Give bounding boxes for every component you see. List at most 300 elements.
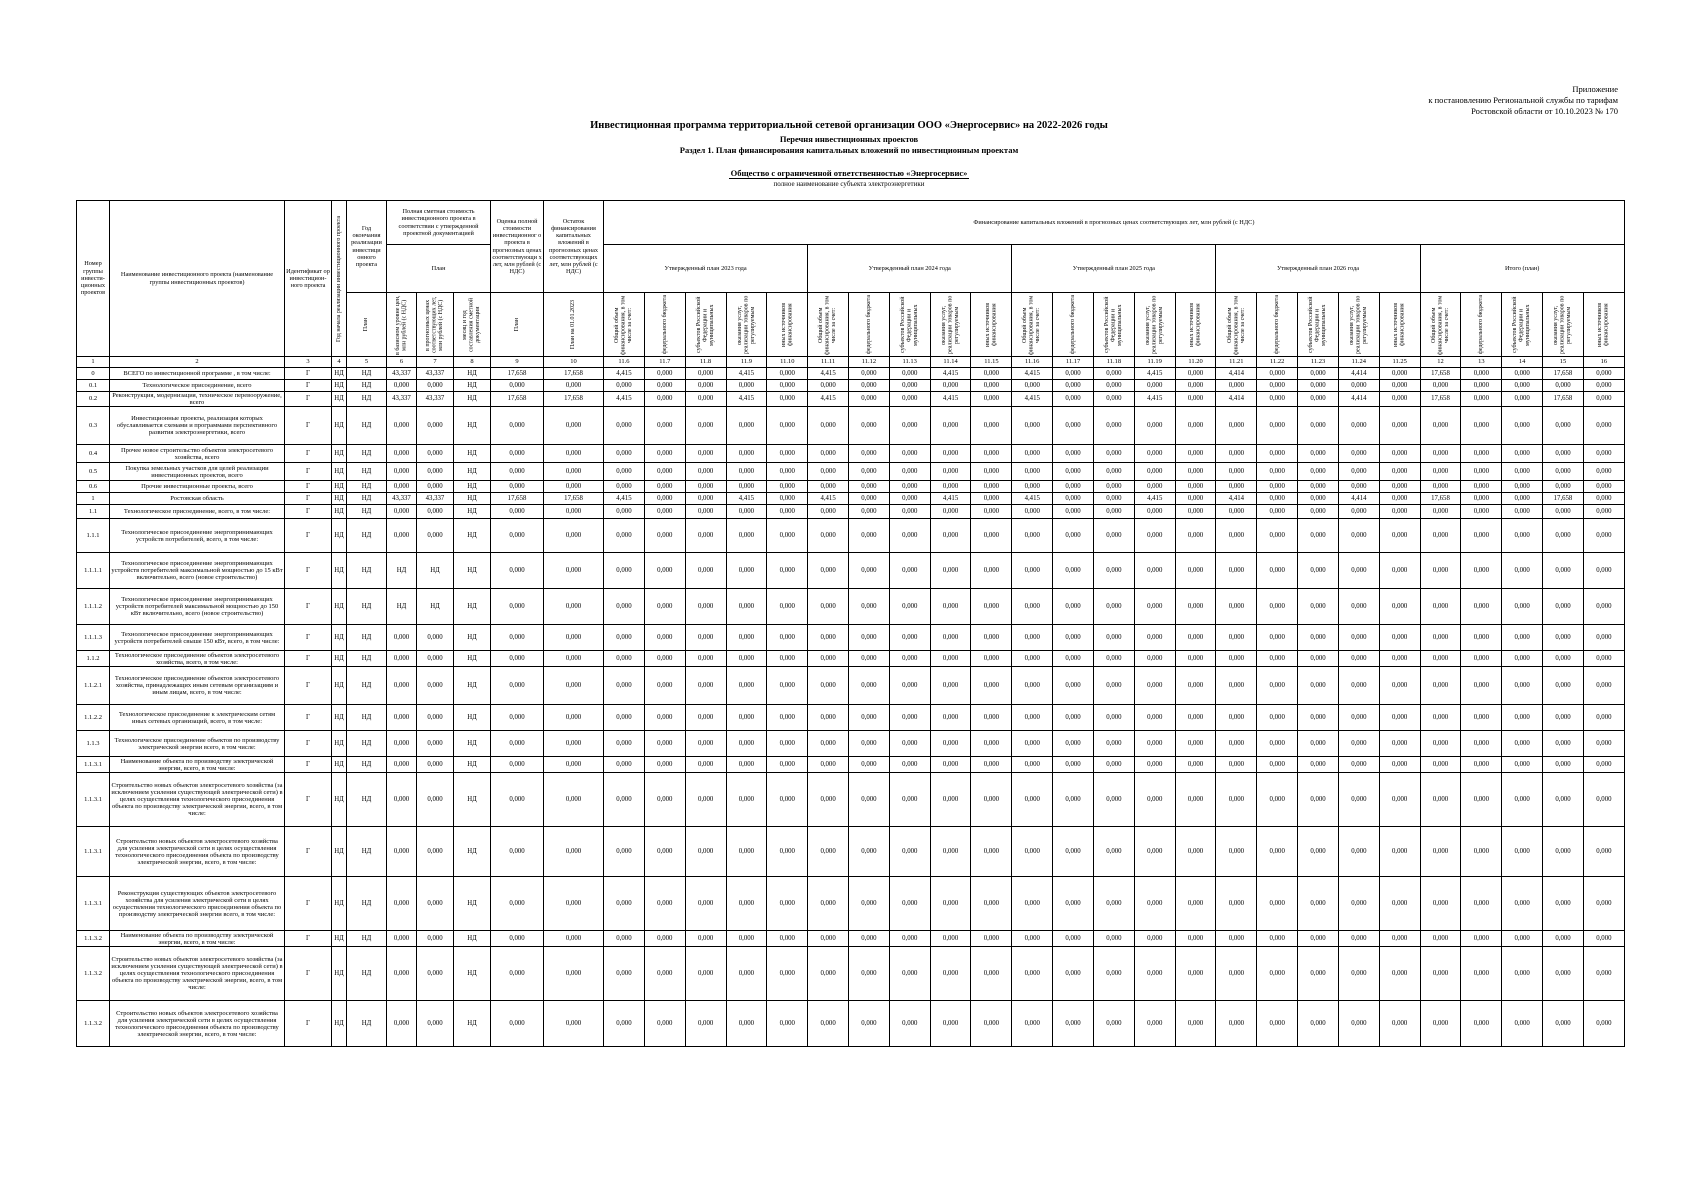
- row-cost-forecast: 0,000: [417, 505, 454, 519]
- col-source-text: субъектов Российской Федерации и муниципальных: [1512, 296, 1532, 353]
- row-cost-base: 0,000: [387, 757, 417, 773]
- row-remainder: 0,000: [544, 505, 604, 519]
- col-source: [604, 293, 645, 357]
- row-code: 1.1.2: [77, 651, 110, 667]
- row-code: 0.1: [77, 380, 110, 392]
- row-value: 0,000: [604, 380, 645, 392]
- row-value: 4,414: [1338, 493, 1379, 505]
- row-value: 0,000: [1420, 757, 1461, 773]
- row-value: 0,000: [604, 519, 645, 553]
- row-code: 1.1.1.1: [77, 553, 110, 589]
- row-value: 0,000: [1134, 481, 1175, 493]
- row-value: 0,000: [644, 519, 685, 553]
- row-value: 0,000: [1338, 827, 1379, 877]
- organization-name: [0, 168, 1698, 178]
- row-name: ВСЕГО по инвестиционной программе , в том числе:: [110, 368, 285, 380]
- row-value: 0,000: [1379, 651, 1420, 667]
- row-value: 0,000: [889, 667, 930, 705]
- row-value: 0,000: [767, 705, 808, 731]
- row-value: 0,000: [1093, 1001, 1134, 1047]
- row-estimate: 0,000: [491, 705, 544, 731]
- row-code: 1: [77, 493, 110, 505]
- row-value: 0,000: [930, 731, 971, 757]
- row-estimate: 17,658: [491, 368, 544, 380]
- row-remainder: 0,000: [544, 705, 604, 731]
- row-value: 0,000: [1216, 380, 1257, 392]
- row-value: 0,000: [1012, 773, 1053, 827]
- row-code: 0.5: [77, 463, 110, 481]
- col-remainder: Остаток финансирования капитальных вложений в прогнозных ценах соответствующих лет, млн рублей (с НДС): [544, 201, 604, 293]
- row-identifier: Г: [285, 368, 332, 380]
- row-value: 0,000: [726, 463, 767, 481]
- row-value: 0,000: [808, 463, 849, 481]
- row-start-year: НД: [332, 651, 347, 667]
- row-value: 4,414: [1216, 392, 1257, 407]
- row-cost-base: НД: [387, 553, 417, 589]
- row-value: 0,000: [685, 651, 726, 667]
- row-value: 0,000: [1093, 947, 1134, 1001]
- row-value: 0,000: [1257, 667, 1298, 705]
- row-value: 0,000: [1379, 463, 1420, 481]
- row-value: 0,000: [767, 877, 808, 931]
- row-value: 0,000: [1053, 651, 1094, 667]
- row-value: 0,000: [1379, 931, 1420, 947]
- col-number: 16: [1583, 357, 1624, 368]
- col-end-year-plan-text: План: [363, 317, 370, 332]
- col-cost-month-text: месяц и год составления сметной документации: [462, 297, 482, 352]
- row-value: 0,000: [1338, 651, 1379, 667]
- col-number: 11.25: [1379, 357, 1420, 368]
- row-value: 0,000: [1175, 481, 1216, 493]
- col-source: [1053, 293, 1094, 357]
- row-value: 0,000: [1093, 553, 1134, 589]
- row-name: Технологическое присоединение объектов электросетевого хозяйства, всего, в том числе:: [110, 651, 285, 667]
- row-name: Технологическое присоединение, всего: [110, 380, 285, 392]
- row-value: 0,000: [889, 553, 930, 589]
- row-value: 0,000: [889, 1001, 930, 1047]
- row-value: 0,000: [1461, 705, 1502, 731]
- col-number: 11.8: [685, 357, 726, 368]
- row-value: 0,000: [1175, 705, 1216, 731]
- row-value: 0,000: [1053, 757, 1094, 773]
- row-estimate: 0,000: [491, 625, 544, 651]
- row-value: 0,000: [726, 877, 767, 931]
- col-full-cost-plan: План: [387, 245, 491, 293]
- row-value: 0,000: [808, 877, 849, 931]
- row-value: 0,000: [1379, 493, 1420, 505]
- document-subtitle: Перечня инвестиционных проектов: [779, 134, 919, 144]
- organization-name-text: Общество с ограниченной ответственностью «Энергосервис»: [730, 168, 968, 178]
- row-value: 0,000: [1012, 407, 1053, 445]
- row-value: 0,000: [808, 827, 849, 877]
- row-value: 0,000: [971, 827, 1012, 877]
- row-value: 0,000: [644, 625, 685, 651]
- row-value: 0,000: [685, 445, 726, 463]
- row-value: 0,000: [1543, 505, 1584, 519]
- row-value: 17,658: [1543, 392, 1584, 407]
- row-value: 0,000: [1134, 931, 1175, 947]
- row-identifier: Г: [285, 773, 332, 827]
- row-start-year: НД: [332, 407, 347, 445]
- row-value: 0,000: [1502, 553, 1543, 589]
- row-value: 0,000: [971, 667, 1012, 705]
- row-value: 0,000: [644, 705, 685, 731]
- col-source-text: федерального бюджета: [661, 294, 668, 355]
- row-value: 0,000: [1053, 667, 1094, 705]
- row-value: 0,000: [1175, 445, 1216, 463]
- col-year-1: Утвержденный план 2024 года: [808, 245, 1012, 293]
- row-value: 0,000: [1053, 463, 1094, 481]
- col-number: 11.7: [644, 357, 685, 368]
- col-group-number: Номер группы инвести-ционных проектов: [77, 201, 110, 357]
- row-identifier: Г: [285, 877, 332, 931]
- row-value: 0,000: [808, 589, 849, 625]
- row-value: 0,000: [889, 827, 930, 877]
- row-value: 0,000: [849, 505, 890, 519]
- row-code: 0.2: [77, 392, 110, 407]
- row-value: 0,000: [1379, 731, 1420, 757]
- row-estimate: 0,000: [491, 445, 544, 463]
- col-number: 11.18: [1093, 357, 1134, 368]
- table-row: [77, 493, 1625, 505]
- row-value: 0,000: [849, 463, 890, 481]
- col-source-text: федерального бюджета: [865, 294, 872, 355]
- investment-table: [76, 200, 1625, 1047]
- row-value: 0,000: [1175, 877, 1216, 931]
- row-cost-forecast: 43,337: [417, 368, 454, 380]
- row-name: Прочее новое строительство объектов электросетевого хозяйства, всего: [110, 445, 285, 463]
- row-value: 0,000: [1420, 667, 1461, 705]
- row-value: 0,000: [1420, 827, 1461, 877]
- col-source-text: иных источников финансирования: [1393, 302, 1406, 347]
- row-value: 0,000: [1420, 445, 1461, 463]
- row-cost-base: 0,000: [387, 651, 417, 667]
- col-source-text: оказания услуг, реализации товаров по регулируемым: [736, 295, 756, 354]
- row-value: 0,000: [604, 625, 645, 651]
- row-value: 0,000: [971, 380, 1012, 392]
- row-value: 0,000: [1420, 625, 1461, 651]
- col-cost-base-text: в базисном уровне цен, млн рублей (с НДС): [395, 294, 408, 355]
- col-source: [1093, 293, 1134, 357]
- col-source-text: Общий объем финансирования, в том числе за счет:: [614, 294, 634, 355]
- row-value: 0,000: [1502, 481, 1543, 493]
- row-value: 0,000: [726, 505, 767, 519]
- row-name: Реконструкция, модернизация, техническое перевооружение, всего: [110, 392, 285, 407]
- row-start-year: НД: [332, 392, 347, 407]
- row-value: 0,000: [1134, 877, 1175, 931]
- row-value: 0,000: [1053, 493, 1094, 505]
- col-number: 11.20: [1175, 357, 1216, 368]
- row-value: 17,658: [1543, 493, 1584, 505]
- row-value: 0,000: [685, 505, 726, 519]
- row-value: 0,000: [1461, 931, 1502, 947]
- row-name: Наименование объекта по производству электрической энергии, всего, в том числе:: [110, 757, 285, 773]
- row-end-year: НД: [347, 773, 387, 827]
- row-name: Покупка земельных участков для целей реализации инвестиционных проектов, всего: [110, 463, 285, 481]
- row-value: 0,000: [767, 1001, 808, 1047]
- row-code: 1.1.1: [77, 519, 110, 553]
- row-start-year: НД: [332, 947, 347, 1001]
- row-value: 0,000: [1093, 757, 1134, 773]
- row-estimate: 17,658: [491, 392, 544, 407]
- row-value: 0,000: [1175, 380, 1216, 392]
- row-value: 0,000: [1543, 757, 1584, 773]
- row-value: 0,000: [1298, 757, 1339, 773]
- col-start-year: [332, 201, 347, 357]
- row-value: 0,000: [1502, 877, 1543, 931]
- row-value: 0,000: [604, 705, 645, 731]
- row-value: 0,000: [1338, 757, 1379, 773]
- col-source: [1175, 293, 1216, 357]
- col-number: 15: [1543, 357, 1584, 368]
- row-value: 0,000: [1053, 731, 1094, 757]
- row-value: 0,000: [1543, 931, 1584, 947]
- header-row: [77, 201, 1625, 245]
- row-value: 0,000: [1093, 931, 1134, 947]
- col-source: [1502, 293, 1543, 357]
- row-cost-month: НД: [454, 368, 491, 380]
- row-cost-forecast: 43,337: [417, 493, 454, 505]
- row-remainder: 0,000: [544, 947, 604, 1001]
- row-value: 0,000: [685, 947, 726, 1001]
- row-value: 0,000: [1093, 731, 1134, 757]
- row-value: 0,000: [1461, 773, 1502, 827]
- row-value: 0,000: [1338, 947, 1379, 1001]
- col-number: 11.17: [1053, 357, 1094, 368]
- row-cost-forecast: 0,000: [417, 757, 454, 773]
- row-value: 0,000: [889, 877, 930, 931]
- row-value: 0,000: [604, 731, 645, 757]
- table-row: [77, 667, 1625, 705]
- row-value: 0,000: [685, 757, 726, 773]
- row-value: 0,000: [604, 651, 645, 667]
- row-value: 4,415: [604, 368, 645, 380]
- table-row: [77, 705, 1625, 731]
- row-estimate: 0,000: [491, 757, 544, 773]
- col-source: [1420, 293, 1461, 357]
- appendix-line: Приложение: [1572, 84, 1618, 94]
- row-value: 0,000: [1338, 1001, 1379, 1047]
- table-row: [77, 505, 1625, 519]
- row-remainder: 0,000: [544, 553, 604, 589]
- row-cost-month: НД: [454, 392, 491, 407]
- row-value: 0,000: [1543, 773, 1584, 827]
- row-cost-month: НД: [454, 589, 491, 625]
- row-value: 0,000: [644, 445, 685, 463]
- row-value: 0,000: [685, 519, 726, 553]
- row-value: 0,000: [726, 589, 767, 625]
- row-estimate: 0,000: [491, 519, 544, 553]
- row-cost-base: 0,000: [387, 877, 417, 931]
- col-source: [685, 293, 726, 357]
- row-value: 0,000: [808, 519, 849, 553]
- row-value: 0,000: [1543, 625, 1584, 651]
- row-identifier: Г: [285, 757, 332, 773]
- row-value: 0,000: [971, 493, 1012, 505]
- row-estimate: 0,000: [491, 877, 544, 931]
- row-code: 1.1.1.2: [77, 589, 110, 625]
- row-value: 0,000: [1420, 519, 1461, 553]
- row-value: 0,000: [1257, 505, 1298, 519]
- row-value: 0,000: [1175, 505, 1216, 519]
- row-end-year: НД: [347, 493, 387, 505]
- row-value: 0,000: [1543, 947, 1584, 1001]
- row-value: 0,000: [1379, 877, 1420, 931]
- row-value: 0,000: [1502, 651, 1543, 667]
- row-estimate: 0,000: [491, 1001, 544, 1047]
- row-estimate: 0,000: [491, 481, 544, 493]
- row-value: 0,000: [1216, 625, 1257, 651]
- row-start-year: НД: [332, 481, 347, 493]
- document-title: Инвестиционная программа территориальной сетевой организации ООО «Энергосервис» на 2022-2026 годы: [590, 120, 1108, 131]
- row-cost-forecast: НД: [417, 589, 454, 625]
- row-remainder: 0,000: [544, 407, 604, 445]
- row-value: 0,000: [1012, 931, 1053, 947]
- row-value: 0,000: [1543, 553, 1584, 589]
- col-source-text: федерального бюджета: [1069, 294, 1076, 355]
- row-value: 0,000: [849, 493, 890, 505]
- row-value: 0,000: [1093, 827, 1134, 877]
- row-cost-base: 0,000: [387, 519, 417, 553]
- row-value: 0,000: [1175, 931, 1216, 947]
- row-value: 0,000: [1502, 827, 1543, 877]
- row-value: 0,000: [1216, 667, 1257, 705]
- row-value: 0,000: [1175, 368, 1216, 380]
- row-value: 17,658: [1420, 392, 1461, 407]
- row-remainder: 0,000: [544, 445, 604, 463]
- row-start-year: НД: [332, 731, 347, 757]
- row-end-year: НД: [347, 481, 387, 493]
- row-value: 0,000: [685, 380, 726, 392]
- row-value: 0,000: [685, 392, 726, 407]
- col-source-text: федерального бюджета: [1273, 294, 1280, 355]
- row-value: 0,000: [1257, 463, 1298, 481]
- row-start-year: НД: [332, 445, 347, 463]
- row-cost-month: НД: [454, 827, 491, 877]
- row-value: 0,000: [1216, 505, 1257, 519]
- row-value: 0,000: [971, 947, 1012, 1001]
- col-source: [1298, 293, 1339, 357]
- row-value: 0,000: [1216, 705, 1257, 731]
- row-value: 0,000: [1093, 705, 1134, 731]
- row-code: 1.1: [77, 505, 110, 519]
- row-value: 0,000: [1461, 368, 1502, 380]
- row-cost-month: НД: [454, 519, 491, 553]
- row-value: 0,000: [1298, 481, 1339, 493]
- col-number: 11.12: [849, 357, 890, 368]
- row-value: 0,000: [604, 463, 645, 481]
- row-value: 0,000: [930, 519, 971, 553]
- row-value: 0,000: [1216, 731, 1257, 757]
- col-number: 3: [285, 357, 332, 368]
- row-value: 0,000: [889, 731, 930, 757]
- row-value: 0,000: [1093, 651, 1134, 667]
- row-value: 0,000: [604, 445, 645, 463]
- row-end-year: НД: [347, 731, 387, 757]
- row-value: 0,000: [1583, 553, 1624, 589]
- row-value: 0,000: [1093, 407, 1134, 445]
- row-value: 0,000: [1093, 667, 1134, 705]
- row-value: 0,000: [767, 931, 808, 947]
- row-value: 0,000: [1420, 877, 1461, 931]
- table-row: [77, 380, 1625, 392]
- col-number: 11.13: [889, 357, 930, 368]
- appendix-line: к постановлению Региональной службы по тарифам: [1428, 95, 1618, 105]
- row-value: 0,000: [1338, 731, 1379, 757]
- col-source: [1012, 293, 1053, 357]
- row-value: 0,000: [1257, 481, 1298, 493]
- row-value: 0,000: [1461, 589, 1502, 625]
- row-value: 0,000: [604, 553, 645, 589]
- row-value: 0,000: [1379, 481, 1420, 493]
- row-cost-month: НД: [454, 773, 491, 827]
- row-start-year: НД: [332, 493, 347, 505]
- row-value: 0,000: [1379, 505, 1420, 519]
- row-value: 0,000: [1012, 481, 1053, 493]
- row-value: 0,000: [1053, 705, 1094, 731]
- row-value: 0,000: [767, 947, 808, 1001]
- row-value: 0,000: [1134, 380, 1175, 392]
- row-value: 0,000: [1298, 380, 1339, 392]
- row-value: 0,000: [1420, 651, 1461, 667]
- row-value: 0,000: [1134, 947, 1175, 1001]
- row-start-year: НД: [332, 553, 347, 589]
- row-code: 1.1.2.2: [77, 705, 110, 731]
- row-value: 0,000: [1338, 407, 1379, 445]
- row-value: 0,000: [726, 773, 767, 827]
- row-cost-forecast: 0,000: [417, 731, 454, 757]
- row-value: 0,000: [604, 667, 645, 705]
- row-value: 0,000: [1093, 589, 1134, 625]
- row-estimate: 0,000: [491, 463, 544, 481]
- row-code: 1.1.1.3: [77, 625, 110, 651]
- col-source-text: Общий объем финансирования, в том числе за счет:: [818, 294, 838, 355]
- row-value: 0,000: [1053, 368, 1094, 380]
- col-source: [1257, 293, 1298, 357]
- row-cost-base: 43,337: [387, 392, 417, 407]
- row-value: 0,000: [726, 481, 767, 493]
- row-remainder: 0,000: [544, 481, 604, 493]
- row-cost-forecast: 0,000: [417, 445, 454, 463]
- row-value: 0,000: [971, 407, 1012, 445]
- table-row: [77, 947, 1625, 1001]
- row-name: Технологическое присоединение энергопринимающих устройств потребителей, всего, в том числе:: [110, 519, 285, 553]
- row-value: 0,000: [1298, 589, 1339, 625]
- col-source: [889, 293, 930, 357]
- row-cost-month: НД: [454, 463, 491, 481]
- row-value: 0,000: [1502, 757, 1543, 773]
- row-value: 0,000: [726, 827, 767, 877]
- row-identifier: Г: [285, 705, 332, 731]
- row-identifier: Г: [285, 731, 332, 757]
- row-value: 0,000: [1338, 519, 1379, 553]
- col-number: 11.10: [767, 357, 808, 368]
- row-value: 0,000: [1379, 757, 1420, 773]
- row-value: 0,000: [1093, 463, 1134, 481]
- col-number: 11.23: [1298, 357, 1339, 368]
- col-source: [644, 293, 685, 357]
- row-value: 0,000: [889, 505, 930, 519]
- row-value: 0,000: [1298, 505, 1339, 519]
- col-number: 5: [347, 357, 387, 368]
- row-value: 0,000: [604, 827, 645, 877]
- row-name: Инвестиционные проекты, реализация которых обуславливается схемами и программами перспективного развития электроэнергетики, всего: [110, 407, 285, 445]
- row-identifier: Г: [285, 493, 332, 505]
- row-value: 0,000: [1134, 553, 1175, 589]
- row-value: 0,000: [930, 445, 971, 463]
- row-value: 0,000: [1134, 667, 1175, 705]
- col-number: 11.24: [1338, 357, 1379, 368]
